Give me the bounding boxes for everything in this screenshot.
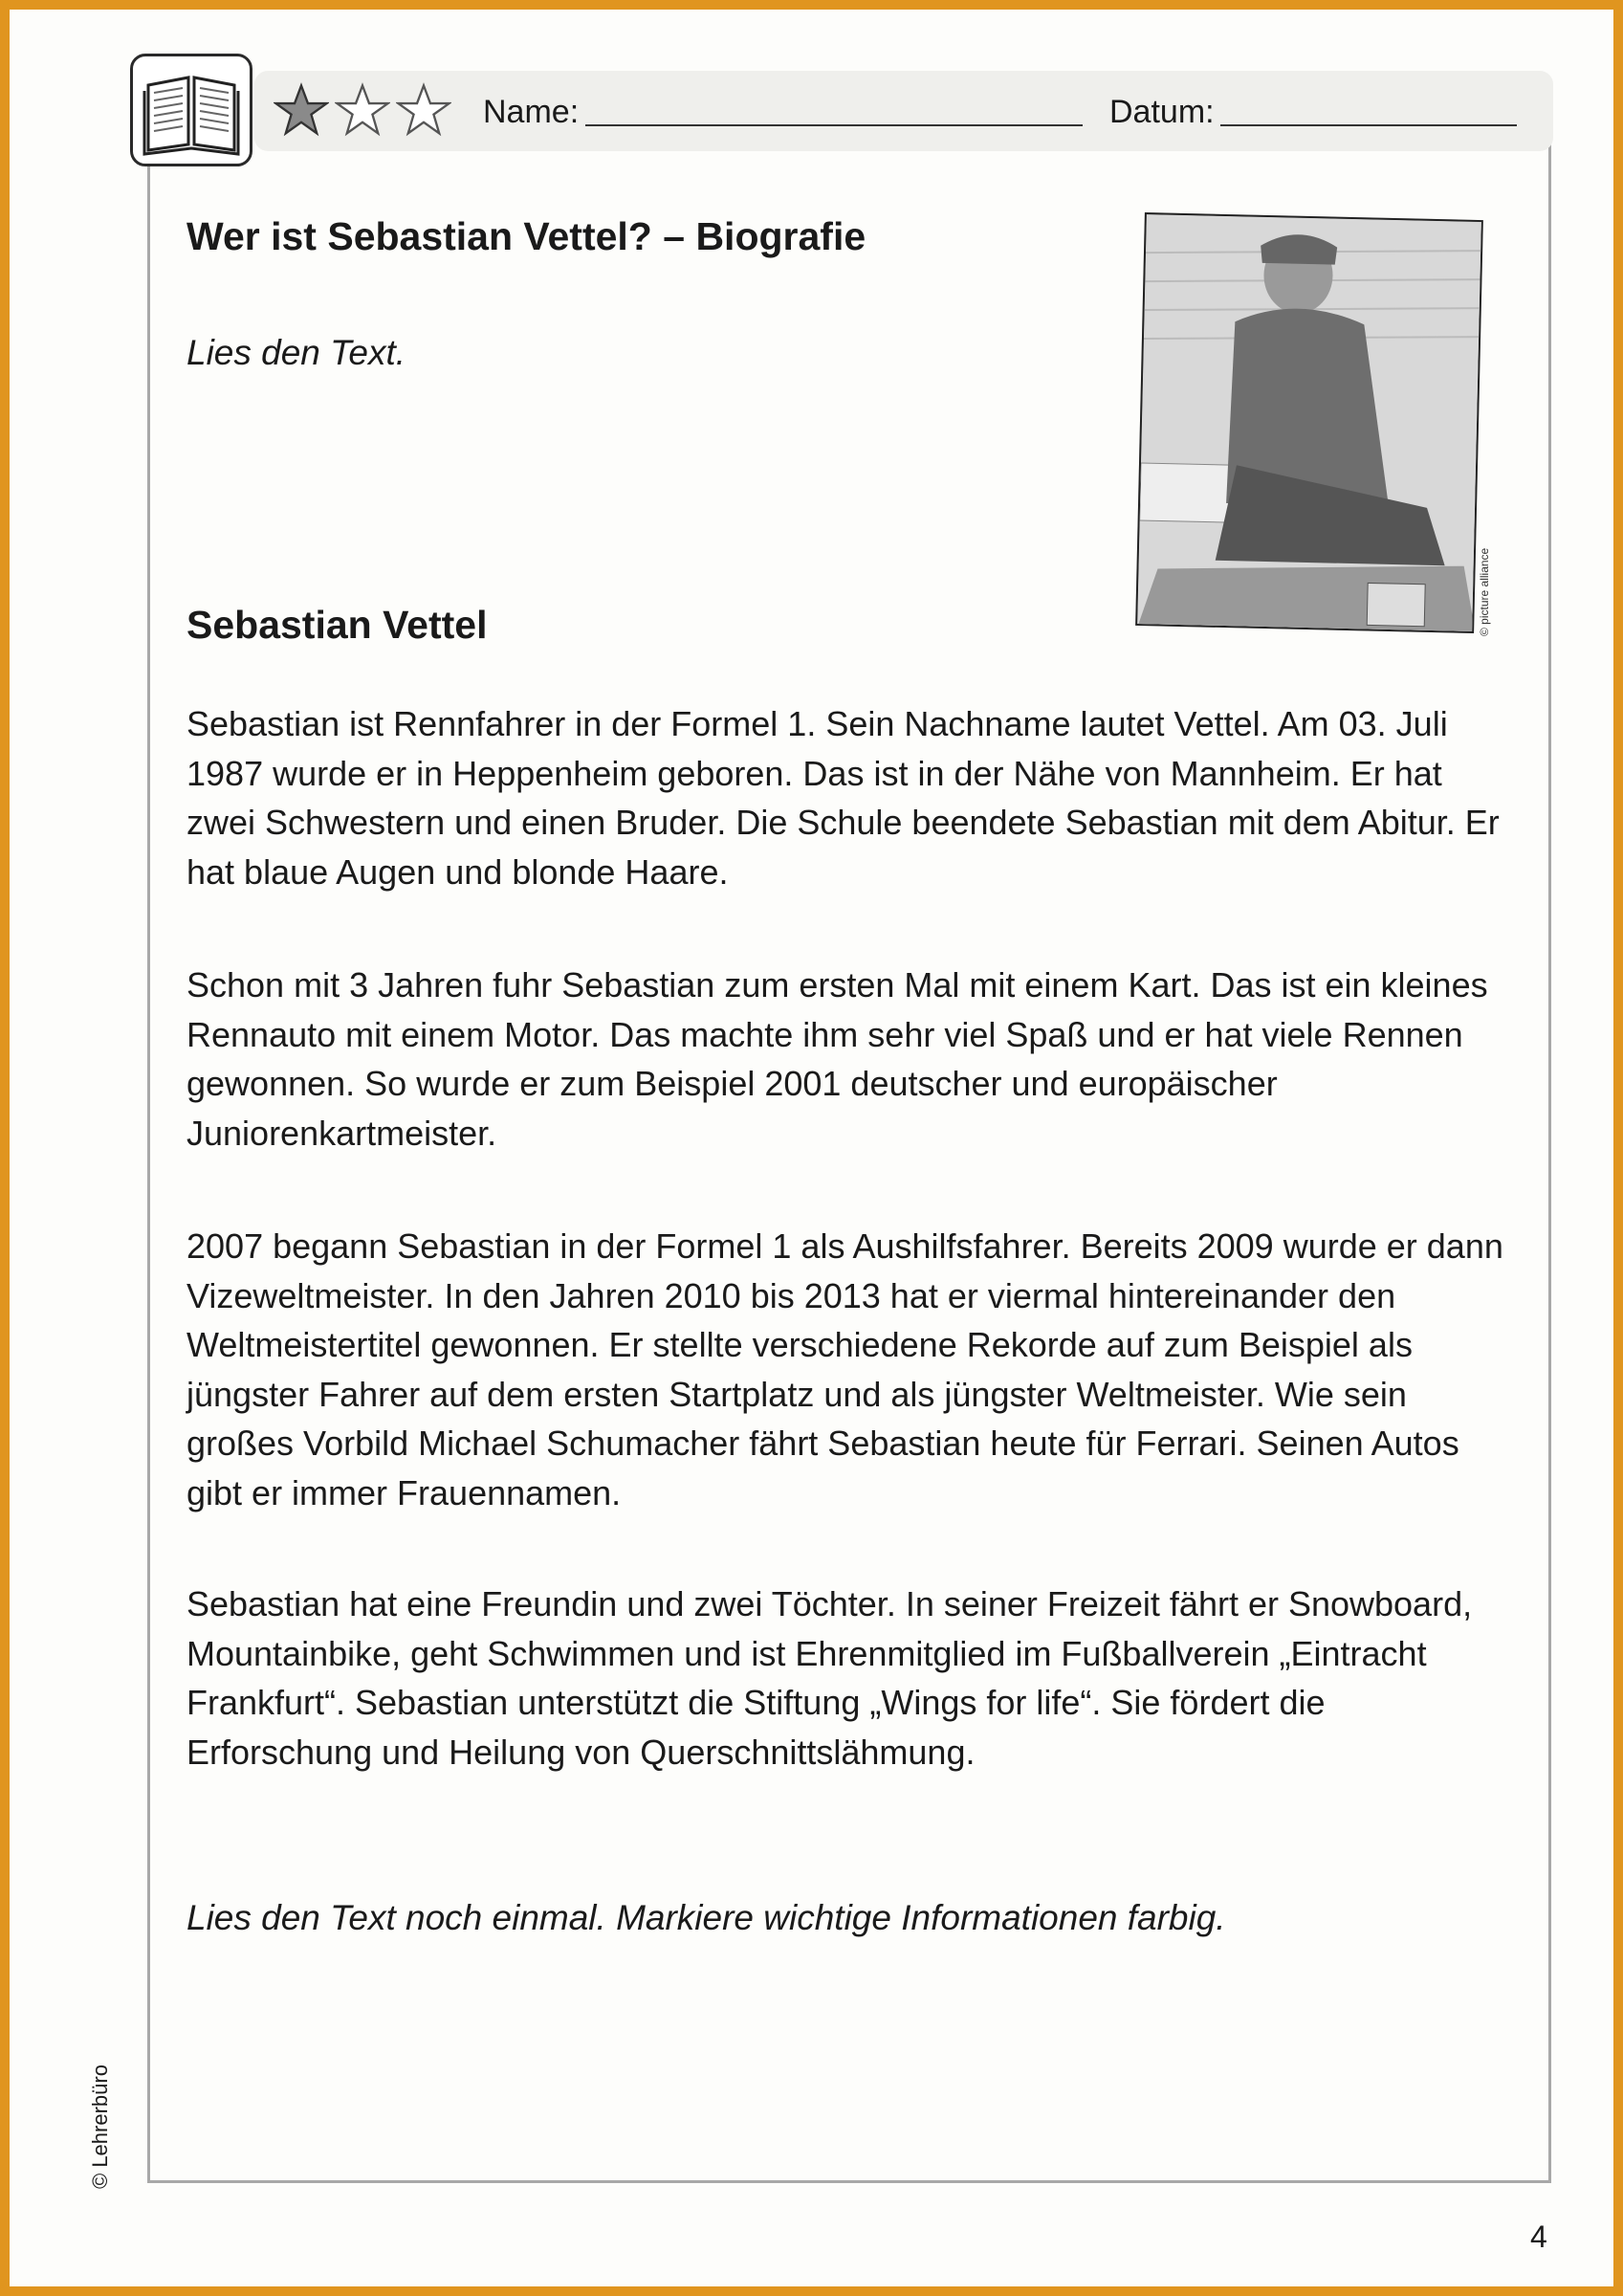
paragraph: 2007 begann Sebastian in der Formel 1 als Aushilfsfahrer. Bereits 2009 wurde er dann Vizeweltmeister. In den Jahren 2010 bis 2013 hat er viermal hintereinander den Weltmeistertitel gewonnen. Er stellte verschiedene Rekorde auf zum Beispiel als jüngster Fahrer auf dem ersten Startplatz und als jüngster Weltmeister. Wie sein großes Vorbild Michael Schumacher fährt Sebastian heute für Ferrari. Seinen Autos gibt er immer Frauennamen. — [186, 1226, 1503, 1512]
star-empty-icon — [335, 82, 390, 138]
name-label: Name: — [483, 94, 580, 130]
paragraph: Schon mit 3 Jahren fuhr Sebastian zum ersten Mal mit einem Kart. Das ist ein kleines Rennauto mit einem Motor. Das machte ihm sehr viel Spaß und er hat viele Rennen gewonnen. So wurde er zum Beispiel 2001 deutscher und europäischer Juniorenkartmeister. — [186, 965, 1488, 1153]
instruction-text: Lies den Text. — [186, 333, 406, 372]
portrait-photo — [1135, 212, 1483, 633]
paragraph: Sebastian ist Rennfahrer in der Formel 1. Sein Nachname lautet Vettel. Am 03. Juli 1987 wurde er in Heppenheim geboren. Das ist in der Nähe von Mannheim. Er hat zwei Schwestern und einen Bruder. Die Schule beendete Sebastian mit dem Abitur. Er hat blaue Augen und blonde Haare. — [186, 704, 1500, 892]
star-filled-icon — [274, 82, 329, 138]
date-field[interactable] — [1220, 124, 1517, 126]
star-empty-icon — [396, 82, 451, 138]
name-field[interactable] — [585, 124, 1083, 126]
page-number: 4 — [1530, 2219, 1547, 2254]
date-label: Datum: — [1109, 94, 1215, 130]
task-instruction: Lies den Text noch einmal. Markiere wichtige Informationen farbig. — [186, 1898, 1226, 1937]
section-heading: Sebastian Vettel — [186, 603, 488, 647]
photo-credit: © picture alliance — [1478, 547, 1491, 636]
book-icon — [130, 54, 252, 166]
difficulty-stars — [274, 82, 451, 140]
paragraph: Sebastian hat eine Freundin und zwei Töchter. In seiner Freizeit fährt er Snowboard, Mountainbike, geht Schwimmen und ist Ehrenmitglied im Fußballverein „Eintracht Frankfurt“. Sebastian unterstützt die Stiftung „Wings for life“. Sie fördert die Erforschung und Heilung von Querschnittslähmung. — [186, 1584, 1473, 1772]
page-title: Wer ist Sebastian Vettel? – Biografie — [186, 214, 866, 258]
copyright-notice: © Lehrerbüro — [88, 2064, 112, 2189]
